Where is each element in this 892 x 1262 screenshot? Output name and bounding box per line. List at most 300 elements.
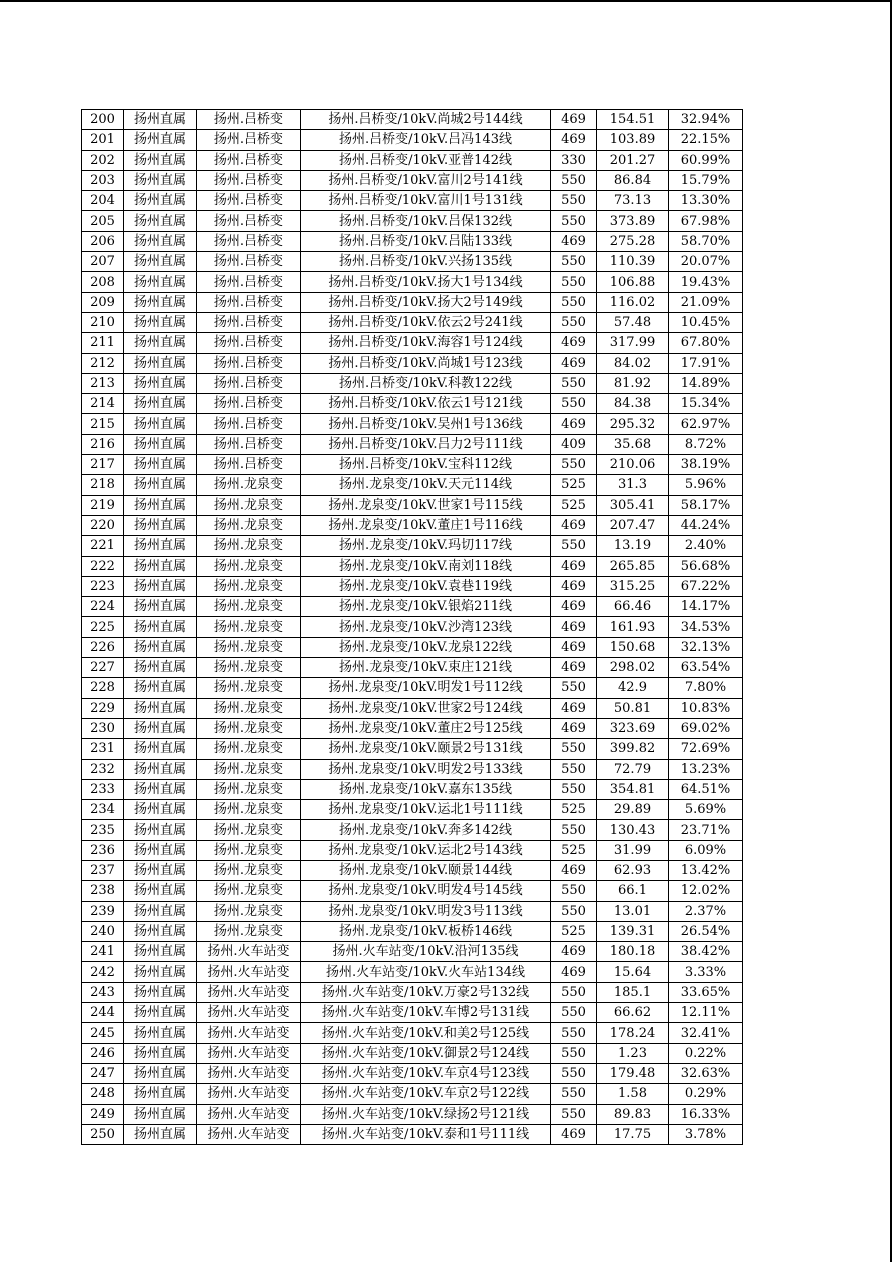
cell-substation: 扬州.吕桥变 [197, 130, 301, 150]
cell-substation: 扬州.火车站变 [197, 1084, 301, 1104]
cell-load: 13.01 [597, 901, 669, 921]
cell-load: 201.27 [597, 150, 669, 170]
cell-substation: 扬州.吕桥变 [197, 353, 301, 373]
cell-row-index: 233 [82, 779, 124, 799]
cell-capacity: 525 [551, 800, 597, 820]
cell-feeder-line: 扬州.吕桥变/10kV.宝科112线 [301, 455, 551, 475]
cell-company: 扬州直属 [124, 312, 197, 332]
cell-capacity: 469 [551, 658, 597, 678]
cell-row-index: 232 [82, 759, 124, 779]
table-row [82, 353, 743, 373]
cell-feeder-line: 扬州.火车站变/10kV.泰和1号111线 [301, 1124, 551, 1144]
cell-substation: 扬州.火车站变 [197, 1124, 301, 1144]
cell-substation: 扬州.吕桥变 [197, 312, 301, 332]
cell-substation: 扬州.龙泉变 [197, 739, 301, 759]
cell-load-rate: 58.17% [669, 495, 743, 515]
table-row [82, 779, 743, 799]
table-row [82, 739, 743, 759]
cell-capacity: 469 [551, 333, 597, 353]
cell-company: 扬州直属 [124, 739, 197, 759]
cell-load-rate: 13.42% [669, 860, 743, 880]
cell-company: 扬州直属 [124, 982, 197, 1002]
cell-load: 66.1 [597, 881, 669, 901]
cell-capacity: 550 [551, 191, 597, 211]
cell-load-rate: 69.02% [669, 718, 743, 738]
cell-load-rate: 26.54% [669, 921, 743, 941]
cell-capacity: 525 [551, 840, 597, 860]
table-row [82, 860, 743, 880]
cell-company: 扬州直属 [124, 110, 197, 130]
cell-feeder-line: 扬州.吕桥变/10kV.尚城2号144线 [301, 110, 551, 130]
cell-feeder-line: 扬州.吕桥变/10kV.海容1号124线 [301, 333, 551, 353]
cell-feeder-line: 扬州.吕桥变/10kV.尚城1号123线 [301, 353, 551, 373]
cell-load-rate: 67.98% [669, 211, 743, 231]
cell-row-index: 211 [82, 333, 124, 353]
table-row [82, 1023, 743, 1043]
cell-load-rate: 34.53% [669, 617, 743, 637]
cell-load-rate: 15.34% [669, 394, 743, 414]
cell-substation: 扬州.龙泉变 [197, 901, 301, 921]
cell-feeder-line: 扬州.吕桥变/10kV.富川1号131线 [301, 191, 551, 211]
cell-row-index: 207 [82, 252, 124, 272]
cell-substation: 扬州.吕桥变 [197, 455, 301, 475]
cell-substation: 扬州.龙泉变 [197, 658, 301, 678]
cell-row-index: 237 [82, 860, 124, 880]
cell-substation: 扬州.龙泉变 [197, 475, 301, 495]
cell-row-index: 205 [82, 211, 124, 231]
cell-feeder-line: 扬州.龙泉变/10kV.董庄1号116线 [301, 515, 551, 535]
cell-load: 1.23 [597, 1043, 669, 1063]
cell-load-rate: 67.22% [669, 576, 743, 596]
cell-feeder-line: 扬州.龙泉变/10kV.龙泉122线 [301, 637, 551, 657]
cell-feeder-line: 扬州.火车站变/10kV.万豪2号132线 [301, 982, 551, 1002]
cell-load: 29.89 [597, 800, 669, 820]
cell-company: 扬州直属 [124, 617, 197, 637]
cell-row-index: 204 [82, 191, 124, 211]
cell-load: 106.88 [597, 272, 669, 292]
cell-load-rate: 0.29% [669, 1084, 743, 1104]
cell-feeder-line: 扬州.龙泉变/10kV.颐景144线 [301, 860, 551, 880]
page-top-border [0, 0, 892, 2]
cell-company: 扬州直属 [124, 455, 197, 475]
cell-load-rate: 32.41% [669, 1023, 743, 1043]
cell-feeder-line: 扬州.吕桥变/10kV.吕保132线 [301, 211, 551, 231]
cell-capacity: 550 [551, 373, 597, 393]
cell-load: 31.3 [597, 475, 669, 495]
cell-load-rate: 12.11% [669, 1003, 743, 1023]
table-row [82, 434, 743, 454]
cell-load-rate: 16.33% [669, 1104, 743, 1124]
cell-load: 66.62 [597, 1003, 669, 1023]
cell-substation: 扬州.火车站变 [197, 942, 301, 962]
cell-load: 31.99 [597, 840, 669, 860]
cell-feeder-line: 扬州.吕桥变/10kV.吕力2号111线 [301, 434, 551, 454]
cell-substation: 扬州.吕桥变 [197, 272, 301, 292]
cell-company: 扬州直属 [124, 597, 197, 617]
cell-company: 扬州直属 [124, 800, 197, 820]
cell-row-index: 242 [82, 962, 124, 982]
cell-capacity: 469 [551, 617, 597, 637]
table-row [82, 1124, 743, 1144]
cell-row-index: 203 [82, 170, 124, 190]
cell-company: 扬州直属 [124, 231, 197, 251]
cell-load: 84.38 [597, 394, 669, 414]
cell-load: 354.81 [597, 779, 669, 799]
cell-row-index: 234 [82, 800, 124, 820]
table-body [82, 110, 743, 1145]
cell-capacity: 550 [551, 1023, 597, 1043]
table-row [82, 1043, 743, 1063]
cell-feeder-line: 扬州.龙泉变/10kV.世家1号115线 [301, 495, 551, 515]
cell-company: 扬州直属 [124, 962, 197, 982]
table-row [82, 617, 743, 637]
cell-row-index: 224 [82, 597, 124, 617]
cell-load: 57.48 [597, 312, 669, 332]
cell-substation: 扬州.吕桥变 [197, 434, 301, 454]
cell-company: 扬州直属 [124, 1063, 197, 1083]
cell-load: 180.18 [597, 942, 669, 962]
table-row [82, 150, 743, 170]
cell-load: 298.02 [597, 658, 669, 678]
cell-row-index: 241 [82, 942, 124, 962]
cell-capacity: 469 [551, 718, 597, 738]
cell-load: 179.48 [597, 1063, 669, 1083]
cell-capacity: 409 [551, 434, 597, 454]
table-row [82, 475, 743, 495]
cell-row-index: 201 [82, 130, 124, 150]
cell-company: 扬州直属 [124, 130, 197, 150]
cell-row-index: 223 [82, 576, 124, 596]
table-row [82, 678, 743, 698]
cell-company: 扬州直属 [124, 495, 197, 515]
cell-substation: 扬州.龙泉变 [197, 718, 301, 738]
cell-company: 扬州直属 [124, 860, 197, 880]
table-row [82, 231, 743, 251]
table-row [82, 658, 743, 678]
cell-load: 35.68 [597, 434, 669, 454]
cell-row-index: 228 [82, 678, 124, 698]
cell-row-index: 226 [82, 637, 124, 657]
cell-row-index: 230 [82, 718, 124, 738]
cell-company: 扬州直属 [124, 718, 197, 738]
cell-row-index: 235 [82, 820, 124, 840]
cell-substation: 扬州.吕桥变 [197, 394, 301, 414]
cell-company: 扬州直属 [124, 211, 197, 231]
cell-load: 130.43 [597, 820, 669, 840]
cell-company: 扬州直属 [124, 881, 197, 901]
cell-company: 扬州直属 [124, 515, 197, 535]
table-row [82, 576, 743, 596]
cell-capacity: 469 [551, 942, 597, 962]
cell-company: 扬州直属 [124, 576, 197, 596]
cell-capacity: 525 [551, 921, 597, 941]
table-row [82, 637, 743, 657]
cell-load-rate: 5.96% [669, 475, 743, 495]
cell-company: 扬州直属 [124, 1003, 197, 1023]
cell-company: 扬州直属 [124, 475, 197, 495]
cell-load: 265.85 [597, 556, 669, 576]
cell-substation: 扬州.吕桥变 [197, 191, 301, 211]
cell-row-index: 240 [82, 921, 124, 941]
cell-feeder-line: 扬州.龙泉变/10kV.明发3号113线 [301, 901, 551, 921]
cell-load: 275.28 [597, 231, 669, 251]
cell-load: 110.39 [597, 252, 669, 272]
table-row [82, 962, 743, 982]
cell-feeder-line: 扬州.龙泉变/10kV.嘉东135线 [301, 779, 551, 799]
cell-substation: 扬州.龙泉变 [197, 495, 301, 515]
cell-feeder-line: 扬州.吕桥变/10kV.科教122线 [301, 373, 551, 393]
cell-capacity: 469 [551, 110, 597, 130]
cell-feeder-line: 扬州.火车站变/10kV.绿扬2号121线 [301, 1104, 551, 1124]
table-row [82, 718, 743, 738]
cell-load-rate: 14.17% [669, 597, 743, 617]
cell-row-index: 239 [82, 901, 124, 921]
cell-company: 扬州直属 [124, 942, 197, 962]
cell-capacity: 550 [551, 1084, 597, 1104]
cell-load: 84.02 [597, 353, 669, 373]
cell-substation: 扬州.火车站变 [197, 1023, 301, 1043]
cell-substation: 扬州.吕桥变 [197, 231, 301, 251]
cell-row-index: 222 [82, 556, 124, 576]
cell-load-rate: 5.69% [669, 800, 743, 820]
cell-capacity: 550 [551, 982, 597, 1002]
table-row [82, 495, 743, 515]
cell-feeder-line: 扬州.龙泉变/10kV.奔多142线 [301, 820, 551, 840]
table-row [82, 272, 743, 292]
table-row [82, 901, 743, 921]
cell-company: 扬州直属 [124, 698, 197, 718]
cell-load: 89.83 [597, 1104, 669, 1124]
cell-row-index: 200 [82, 110, 124, 130]
feeder-load-table [81, 109, 743, 1145]
cell-load-rate: 19.43% [669, 272, 743, 292]
cell-load: 42.9 [597, 678, 669, 698]
cell-capacity: 525 [551, 475, 597, 495]
table-row [82, 292, 743, 312]
cell-row-index: 225 [82, 617, 124, 637]
cell-company: 扬州直属 [124, 170, 197, 190]
table-row [82, 942, 743, 962]
cell-company: 扬州直属 [124, 779, 197, 799]
cell-capacity: 550 [551, 901, 597, 921]
cell-capacity: 550 [551, 1063, 597, 1083]
cell-company: 扬州直属 [124, 921, 197, 941]
cell-load: 66.46 [597, 597, 669, 617]
cell-load-rate: 38.42% [669, 942, 743, 962]
cell-row-index: 238 [82, 881, 124, 901]
cell-row-index: 208 [82, 272, 124, 292]
cell-load-rate: 13.30% [669, 191, 743, 211]
cell-feeder-line: 扬州.吕桥变/10kV.兴扬135线 [301, 252, 551, 272]
cell-load-rate: 6.09% [669, 840, 743, 860]
cell-load-rate: 2.40% [669, 536, 743, 556]
cell-load: 116.02 [597, 292, 669, 312]
cell-substation: 扬州.火车站变 [197, 1063, 301, 1083]
cell-capacity: 550 [551, 779, 597, 799]
cell-substation: 扬州.火车站变 [197, 1003, 301, 1023]
cell-substation: 扬州.火车站变 [197, 1043, 301, 1063]
cell-substation: 扬州.龙泉变 [197, 881, 301, 901]
cell-load: 178.24 [597, 1023, 669, 1043]
table-row [82, 191, 743, 211]
cell-load-rate: 12.02% [669, 881, 743, 901]
cell-load: 315.25 [597, 576, 669, 596]
cell-company: 扬州直属 [124, 1124, 197, 1144]
cell-load-rate: 3.33% [669, 962, 743, 982]
cell-load: 185.1 [597, 982, 669, 1002]
cell-feeder-line: 扬州.火车站变/10kV.御景2号124线 [301, 1043, 551, 1063]
cell-load-rate: 63.54% [669, 658, 743, 678]
cell-row-index: 246 [82, 1043, 124, 1063]
table-row [82, 1003, 743, 1023]
cell-row-index: 248 [82, 1084, 124, 1104]
cell-capacity: 469 [551, 556, 597, 576]
cell-capacity: 469 [551, 597, 597, 617]
cell-load: 317.99 [597, 333, 669, 353]
cell-company: 扬州直属 [124, 252, 197, 272]
cell-company: 扬州直属 [124, 1023, 197, 1043]
cell-load-rate: 17.91% [669, 353, 743, 373]
cell-row-index: 220 [82, 515, 124, 535]
cell-feeder-line: 扬州.吕桥变/10kV.亚普142线 [301, 150, 551, 170]
cell-load-rate: 62.97% [669, 414, 743, 434]
table-row [82, 982, 743, 1002]
cell-row-index: 249 [82, 1104, 124, 1124]
cell-feeder-line: 扬州.龙泉变/10kV.玛切117线 [301, 536, 551, 556]
table-row [82, 394, 743, 414]
cell-load-rate: 64.51% [669, 779, 743, 799]
cell-feeder-line: 扬州.吕桥变/10kV.富川2号141线 [301, 170, 551, 190]
cell-capacity: 550 [551, 820, 597, 840]
cell-capacity: 550 [551, 881, 597, 901]
cell-row-index: 247 [82, 1063, 124, 1083]
cell-load-rate: 60.99% [669, 150, 743, 170]
table-row [82, 211, 743, 231]
cell-substation: 扬州.火车站变 [197, 1104, 301, 1124]
cell-row-index: 214 [82, 394, 124, 414]
cell-load: 139.31 [597, 921, 669, 941]
cell-row-index: 221 [82, 536, 124, 556]
cell-company: 扬州直属 [124, 1084, 197, 1104]
table-row [82, 170, 743, 190]
cell-capacity: 550 [551, 252, 597, 272]
cell-feeder-line: 扬州.吕桥变/10kV.依云2号241线 [301, 312, 551, 332]
cell-substation: 扬州.龙泉变 [197, 860, 301, 880]
cell-capacity: 550 [551, 272, 597, 292]
cell-load-rate: 32.13% [669, 637, 743, 657]
cell-capacity: 550 [551, 1104, 597, 1124]
cell-load: 86.84 [597, 170, 669, 190]
cell-feeder-line: 扬州.龙泉变/10kV.颐景2号131线 [301, 739, 551, 759]
cell-substation: 扬州.龙泉变 [197, 617, 301, 637]
table-row [82, 840, 743, 860]
table-row [82, 536, 743, 556]
cell-feeder-line: 扬州.火车站变/10kV.车博2号131线 [301, 1003, 551, 1023]
cell-load-rate: 10.45% [669, 312, 743, 332]
cell-substation: 扬州.吕桥变 [197, 292, 301, 312]
cell-feeder-line: 扬州.吕桥变/10kV.依云1号121线 [301, 394, 551, 414]
table-row [82, 1104, 743, 1124]
cell-company: 扬州直属 [124, 901, 197, 921]
cell-capacity: 550 [551, 292, 597, 312]
cell-capacity: 469 [551, 698, 597, 718]
cell-feeder-line: 扬州.吕桥变/10kV.吕冯143线 [301, 130, 551, 150]
cell-substation: 扬州.龙泉变 [197, 820, 301, 840]
cell-feeder-line: 扬州.火车站变/10kV.车京2号122线 [301, 1084, 551, 1104]
cell-row-index: 243 [82, 982, 124, 1002]
table-row [82, 414, 743, 434]
cell-capacity: 469 [551, 414, 597, 434]
cell-load: 17.75 [597, 1124, 669, 1144]
cell-feeder-line: 扬州.火车站变/10kV.火车站134线 [301, 962, 551, 982]
cell-load-rate: 20.07% [669, 252, 743, 272]
table-row [82, 333, 743, 353]
cell-load-rate: 32.94% [669, 110, 743, 130]
cell-row-index: 217 [82, 455, 124, 475]
cell-capacity: 469 [551, 231, 597, 251]
cell-load-rate: 2.37% [669, 901, 743, 921]
cell-substation: 扬州.吕桥变 [197, 414, 301, 434]
cell-load: 72.79 [597, 759, 669, 779]
cell-load-rate: 44.24% [669, 515, 743, 535]
cell-substation: 扬州.吕桥变 [197, 333, 301, 353]
cell-capacity: 550 [551, 739, 597, 759]
cell-capacity: 469 [551, 515, 597, 535]
cell-capacity: 550 [551, 394, 597, 414]
cell-capacity: 550 [551, 455, 597, 475]
cell-substation: 扬州.火车站变 [197, 962, 301, 982]
cell-row-index: 202 [82, 150, 124, 170]
cell-capacity: 525 [551, 495, 597, 515]
cell-substation: 扬州.龙泉变 [197, 759, 301, 779]
cell-feeder-line: 扬州.龙泉变/10kV.银焰211线 [301, 597, 551, 617]
table-row [82, 881, 743, 901]
cell-row-index: 218 [82, 475, 124, 495]
cell-substation: 扬州.龙泉变 [197, 840, 301, 860]
cell-load-rate: 13.23% [669, 759, 743, 779]
cell-substation: 扬州.龙泉变 [197, 678, 301, 698]
cell-substation: 扬州.龙泉变 [197, 597, 301, 617]
cell-load-rate: 56.68% [669, 556, 743, 576]
cell-feeder-line: 扬州.龙泉变/10kV.明发4号145线 [301, 881, 551, 901]
cell-row-index: 245 [82, 1023, 124, 1043]
cell-capacity: 550 [551, 1003, 597, 1023]
cell-row-index: 213 [82, 373, 124, 393]
cell-substation: 扬州.龙泉变 [197, 698, 301, 718]
cell-feeder-line: 扬州.龙泉变/10kV.明发1号112线 [301, 678, 551, 698]
cell-feeder-line: 扬州.龙泉变/10kV.南刘118线 [301, 556, 551, 576]
cell-capacity: 469 [551, 130, 597, 150]
cell-load: 15.64 [597, 962, 669, 982]
table-row [82, 312, 743, 332]
table-row [82, 252, 743, 272]
cell-company: 扬州直属 [124, 658, 197, 678]
cell-load: 305.41 [597, 495, 669, 515]
cell-company: 扬州直属 [124, 150, 197, 170]
cell-load: 323.69 [597, 718, 669, 738]
table-row [82, 556, 743, 576]
cell-row-index: 227 [82, 658, 124, 678]
cell-company: 扬州直属 [124, 353, 197, 373]
cell-row-index: 210 [82, 312, 124, 332]
cell-load: 150.68 [597, 637, 669, 657]
table-row [82, 800, 743, 820]
cell-substation: 扬州.龙泉变 [197, 637, 301, 657]
cell-feeder-line: 扬州.龙泉变/10kV.束庄121线 [301, 658, 551, 678]
cell-feeder-line: 扬州.龙泉变/10kV.运北2号143线 [301, 840, 551, 860]
cell-load: 399.82 [597, 739, 669, 759]
cell-feeder-line: 扬州.吕桥变/10kV.吴州1号136线 [301, 414, 551, 434]
